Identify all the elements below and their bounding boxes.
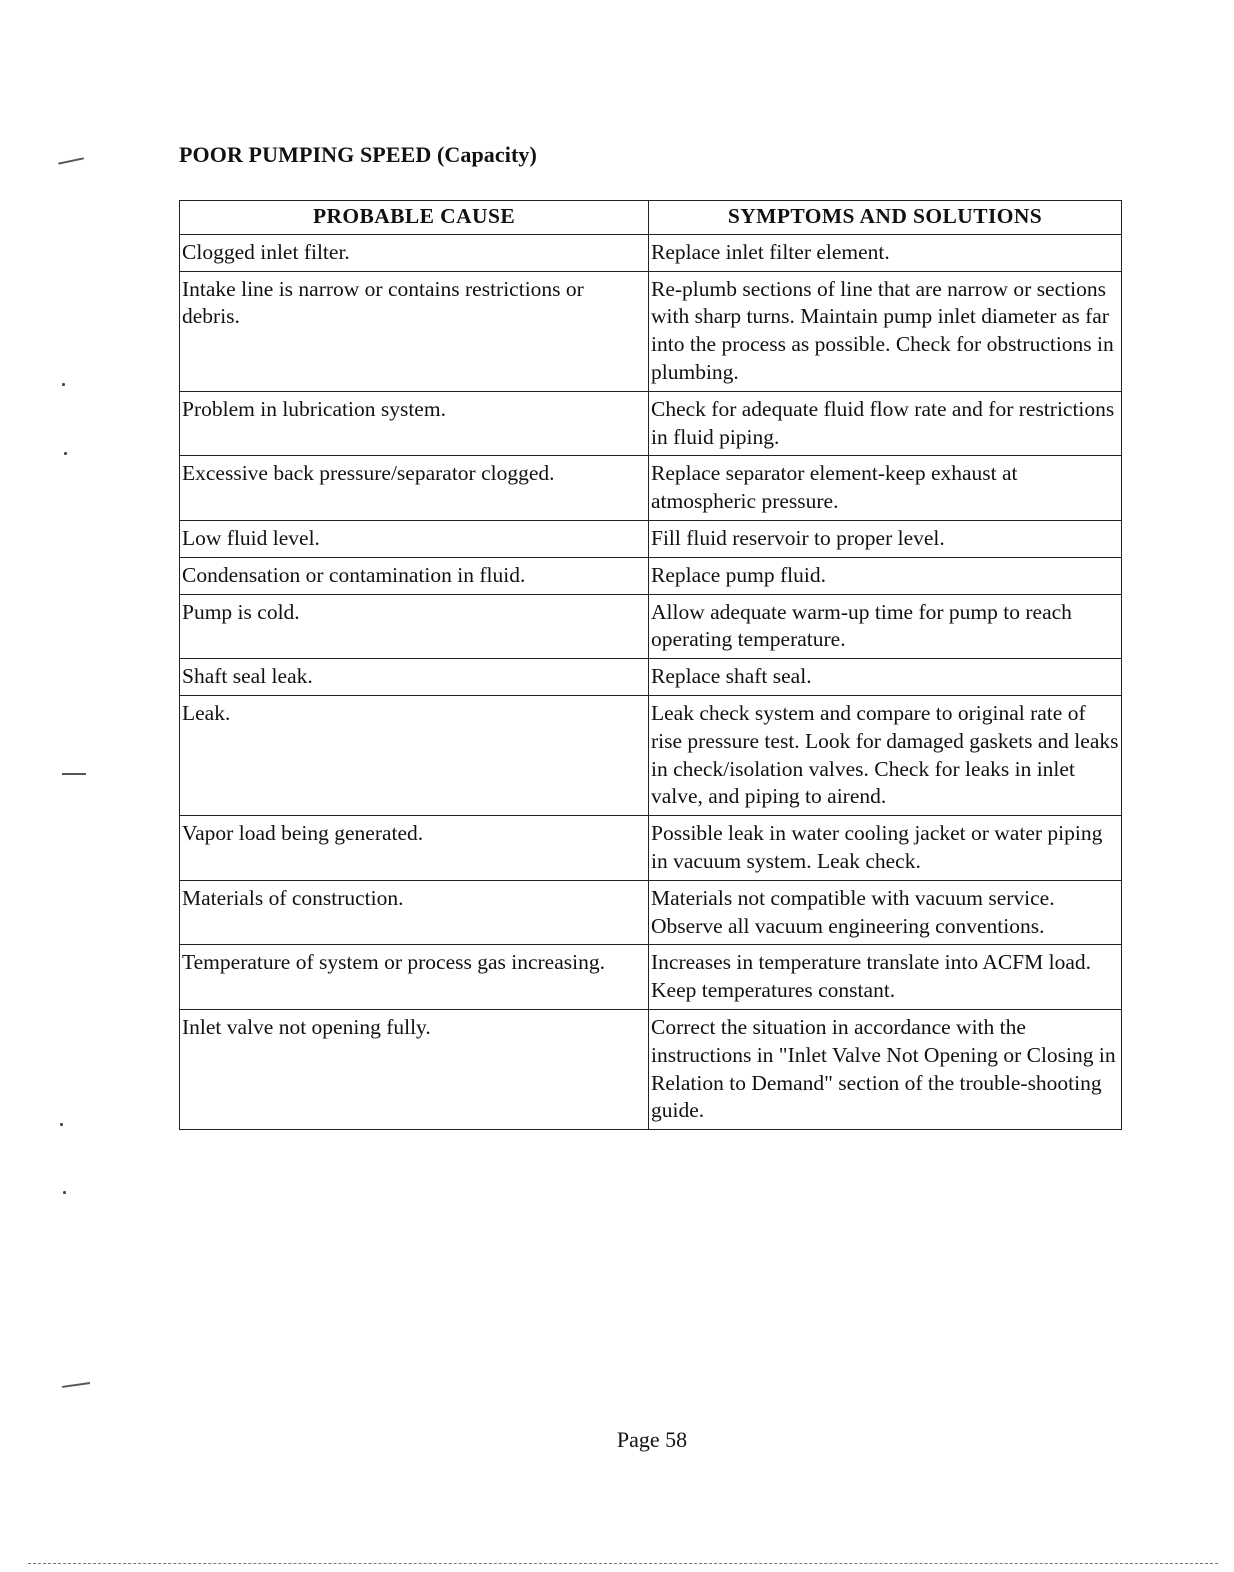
table-body	[180, 234, 1122, 1129]
table-row	[180, 1009, 1122, 1129]
solution-cell: Leak check system and compare to original rate of rise pressure test. Look for damaged gaskets and leaks in check/isolation valves. Check for leaks in inlet valve, and piping to airend.	[649, 695, 1122, 815]
cause-cell: Materials of construction.	[180, 880, 649, 945]
table-row	[180, 391, 1122, 456]
solution-cell: Replace separator element-keep exhaust at atmospheric pressure.	[649, 456, 1122, 521]
solution-cell: Possible leak in water cooling jacket or water piping in vacuum system. Leak check.	[649, 816, 1122, 881]
cause-cell: Clogged inlet filter.	[180, 234, 649, 271]
solution-cell: Replace pump fluid.	[649, 557, 1122, 594]
cause-cell: Problem in lubrication system.	[180, 391, 649, 456]
table-header-row	[180, 201, 1122, 235]
cause-cell: Vapor load being generated.	[180, 816, 649, 881]
solution-cell: Allow adequate warm-up time for pump to reach operating temperature.	[649, 594, 1122, 659]
table-row	[180, 695, 1122, 815]
scan-edge-line	[28, 1563, 1218, 1564]
table-row	[180, 945, 1122, 1010]
cause-cell: Low fluid level.	[180, 520, 649, 557]
cause-cell: Inlet valve not opening fully.	[180, 1009, 649, 1129]
table-row	[180, 594, 1122, 659]
scan-mark	[62, 1382, 90, 1387]
scan-dot	[60, 1123, 63, 1126]
cause-cell: Excessive back pressure/separator clogged.	[180, 456, 649, 521]
solution-cell: Materials not compatible with vacuum service. Observe all vacuum engineering conventions.	[649, 880, 1122, 945]
table-row	[180, 659, 1122, 696]
cause-cell: Temperature of system or process gas increasing.	[180, 945, 649, 1010]
cause-cell: Shaft seal leak.	[180, 659, 649, 696]
scan-dot	[63, 1191, 66, 1194]
page-number: Page 58	[616, 1427, 688, 1452]
cause-cell: Pump is cold.	[180, 594, 649, 659]
solution-cell: Increases in temperature translate into ACFM load. Keep temperatures constant.	[649, 945, 1122, 1010]
scan-dot	[64, 452, 67, 455]
table-row	[180, 456, 1122, 521]
column-header-cause: PROBABLE CAUSE	[180, 201, 649, 235]
troubleshooting-table	[179, 200, 1122, 1130]
solution-cell: Re-plumb sections of line that are narrow or sections with sharp turns. Maintain pump inlet diameter as far into the process as possible. Check for obstructions in plumbing.	[649, 271, 1122, 391]
scan-mark	[58, 157, 84, 164]
solution-cell: Fill fluid reservoir to proper level.	[649, 520, 1122, 557]
scan-dot	[62, 383, 65, 386]
page-title: POOR PUMPING SPEED (Capacity)	[179, 142, 537, 167]
table-row	[180, 880, 1122, 945]
solution-cell: Correct the situation in accordance with the instructions in "Inlet Valve Not Opening or Closing in Relation to Demand" section of the trouble-shooting guide.	[649, 1009, 1122, 1129]
table-row	[180, 816, 1122, 881]
table-row	[180, 234, 1122, 271]
table-row	[180, 271, 1122, 391]
cause-cell: Leak.	[180, 695, 649, 815]
cause-cell: Intake line is narrow or contains restrictions or debris.	[180, 271, 649, 391]
scan-mark	[62, 773, 86, 775]
column-header-solution: SYMPTOMS AND SOLUTIONS	[649, 201, 1122, 235]
table-row	[180, 557, 1122, 594]
cause-cell: Condensation or contamination in fluid.	[180, 557, 649, 594]
solution-cell: Replace inlet filter element.	[649, 234, 1122, 271]
solution-cell: Check for adequate fluid flow rate and for restrictions in fluid piping.	[649, 391, 1122, 456]
solution-cell: Replace shaft seal.	[649, 659, 1122, 696]
table-row	[180, 520, 1122, 557]
